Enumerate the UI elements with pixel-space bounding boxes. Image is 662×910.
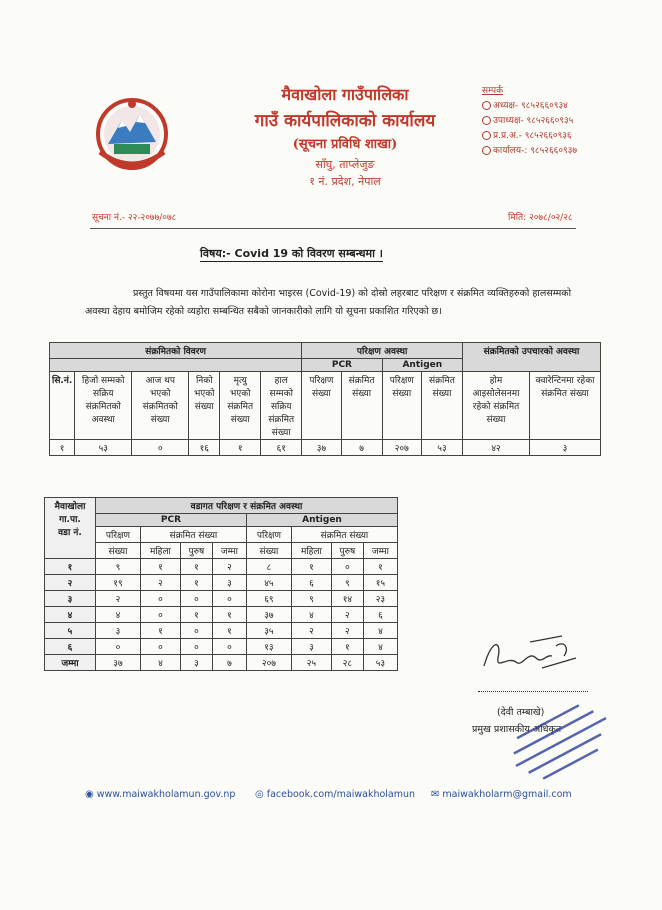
col-header: सि.नं. <box>50 372 75 440</box>
table-row: २ १९ २ १ ३ ४५ ६ ९ १५ <box>45 575 398 591</box>
footer-website[interactable]: ◉ www.maiwakholamun.gov.np <box>85 789 236 800</box>
ward-table-title: वडागत परिक्षण र संक्रमित अवस्था <box>96 498 398 514</box>
infected-details-header: संक्रमितको विवरण <box>50 343 302 359</box>
pcr-header: PCR <box>302 359 382 372</box>
globe-icon: ◉ <box>85 789 94 800</box>
facebook-icon: ◎ <box>255 789 264 800</box>
signatory-name: (देवी तम्बाखे) <box>497 707 545 718</box>
ward-corner-header: मैवाखोला गा.पा. वडा नं. <box>45 498 96 559</box>
column-header-row <box>50 372 601 440</box>
col-header: संक्रमित संख्या <box>341 372 382 440</box>
phone-icon <box>482 101 491 110</box>
sub-header-row: संख्या महिला पुरुष जम्मा संख्या महिला पुरुष जम्मा <box>45 543 398 559</box>
footer-facebook[interactable]: ◎ facebook.com/maiwakholamun <box>255 789 416 800</box>
covid-summary-table <box>49 342 601 456</box>
table-row: १ ९ १ १ २ ८ १ ० १ <box>45 559 398 575</box>
test-status-header: परिक्षण अवस्था <box>302 343 463 359</box>
infected-count-header: संक्रमित संख्या <box>291 527 397 543</box>
notice-date: मिति: २०७८/०२/२८ <box>508 213 573 223</box>
contact-item: उपाध्यक्ष- ९८५२६६०९३५ <box>482 114 577 129</box>
footer-email[interactable]: ✉ maiwakholarm@gmail.com <box>431 789 572 800</box>
signatory-post: प्रमुख प्रशासकीय अधिकृत <box>472 724 562 735</box>
col-header: आज थप भएको संक्रमितको संख्या <box>132 372 189 440</box>
nepal-emblem-logo <box>92 92 172 178</box>
section-name: (सूचना प्रविधि शाखा) <box>292 137 398 152</box>
contact-heading: सम्पर्क <box>482 86 503 96</box>
province-line: १ नं. प्रदेश, नेपाल <box>309 175 381 188</box>
contact-item: अध्यक्ष- ९८५२६६०९३४ <box>482 99 577 114</box>
col-header: परिक्षण संख्या <box>382 372 421 440</box>
test-header: परिक्षण <box>96 527 141 543</box>
col-header: निको भएको संख्या <box>189 372 220 440</box>
treatment-status-header: संक्रमितको उपचारको अवस्था <box>463 343 601 372</box>
address-line: साँघु, ताप्लेजुङ <box>315 158 375 171</box>
phone-icon <box>482 116 491 125</box>
contact-item: कार्यालय-: ९८५२६६०९३७ <box>482 144 577 159</box>
col-header: हिजो सम्मको सक्रिय संक्रमितको अवस्था <box>75 372 132 440</box>
handwritten-signature <box>472 628 582 684</box>
contact-item: प्र.प्र.अ.- ९८५२६६०९३६ <box>482 129 577 144</box>
col-header: मृत्यु भएको संक्रमित संख्या <box>220 372 261 440</box>
office-name: गाउँ कार्यपालिकाको कार्यालय <box>254 111 436 131</box>
contact-block <box>482 84 577 159</box>
phone-icon <box>482 146 491 155</box>
municipality-name: मैवाखोला गाउँपालिका <box>281 85 409 104</box>
phone-icon <box>482 131 491 140</box>
total-row: जम्मा ३७ ४ ३ ७ २०७ २५ २८ ५३ <box>45 655 398 671</box>
col-header: हाल सम्मको सक्रिय संक्रमित संख्या <box>261 372 302 440</box>
table-row: ५ ३ १ ० १ ३५ २ २ ४ <box>45 623 398 639</box>
test-header: परिक्षण <box>246 527 291 543</box>
table-row: ६ ० ० ० ० १३ ३ १ ४ <box>45 639 398 655</box>
ward-wise-table <box>44 497 398 671</box>
antigen-header: Antigen <box>382 359 462 372</box>
subject-line: विषय:- Covid 19 को विवरण सम्बन्धमा । <box>200 247 383 260</box>
mail-icon: ✉ <box>431 789 440 800</box>
reference-number: सूचना नं.- २२-२०७७/०७८ <box>92 213 177 223</box>
col-header: क्वारेन्टिनमा रहेका संक्रमित संख्या <box>530 372 601 440</box>
official-stamp <box>502 690 617 785</box>
col-header: संक्रमित संख्या <box>421 372 462 440</box>
col-header: होम आइसोलेसनमा रहेको संक्रमित संख्या <box>463 372 530 440</box>
footer <box>85 789 605 803</box>
pcr-header: PCR <box>96 514 247 527</box>
col-header: परिक्षण संख्या <box>302 372 341 440</box>
header-divider <box>90 228 576 229</box>
antigen-header: Antigen <box>246 514 397 527</box>
infected-count-header: संक्रमित संख्या <box>140 527 246 543</box>
table-row: ३ २ ० ० ० ६९ ९ १४ २३ <box>45 591 398 607</box>
body-paragraph: प्रस्तुत विषयमा यस गाउँपालिकामा कोरोना भाइरस (Covid-19) को दोस्रो लहरबाट परिक्षण र संक्रमित व्यक्तिहरुको हालसम्मको अवस्था देहाय बमोजिम रहेको व्यहोरा सम्बन्धित सबैको जानकारीको लागि यो सूचना प्रकाशित गरिएको छ। <box>85 288 572 317</box>
blank-header <box>50 359 302 372</box>
table-row: ४ ४ ० १ १ ३७ ४ २ ६ <box>45 607 398 623</box>
table-row: १ ५३ ० १६ १ ६१ ३७ ७ २०७ ५३ ४२ ३ <box>50 440 601 456</box>
